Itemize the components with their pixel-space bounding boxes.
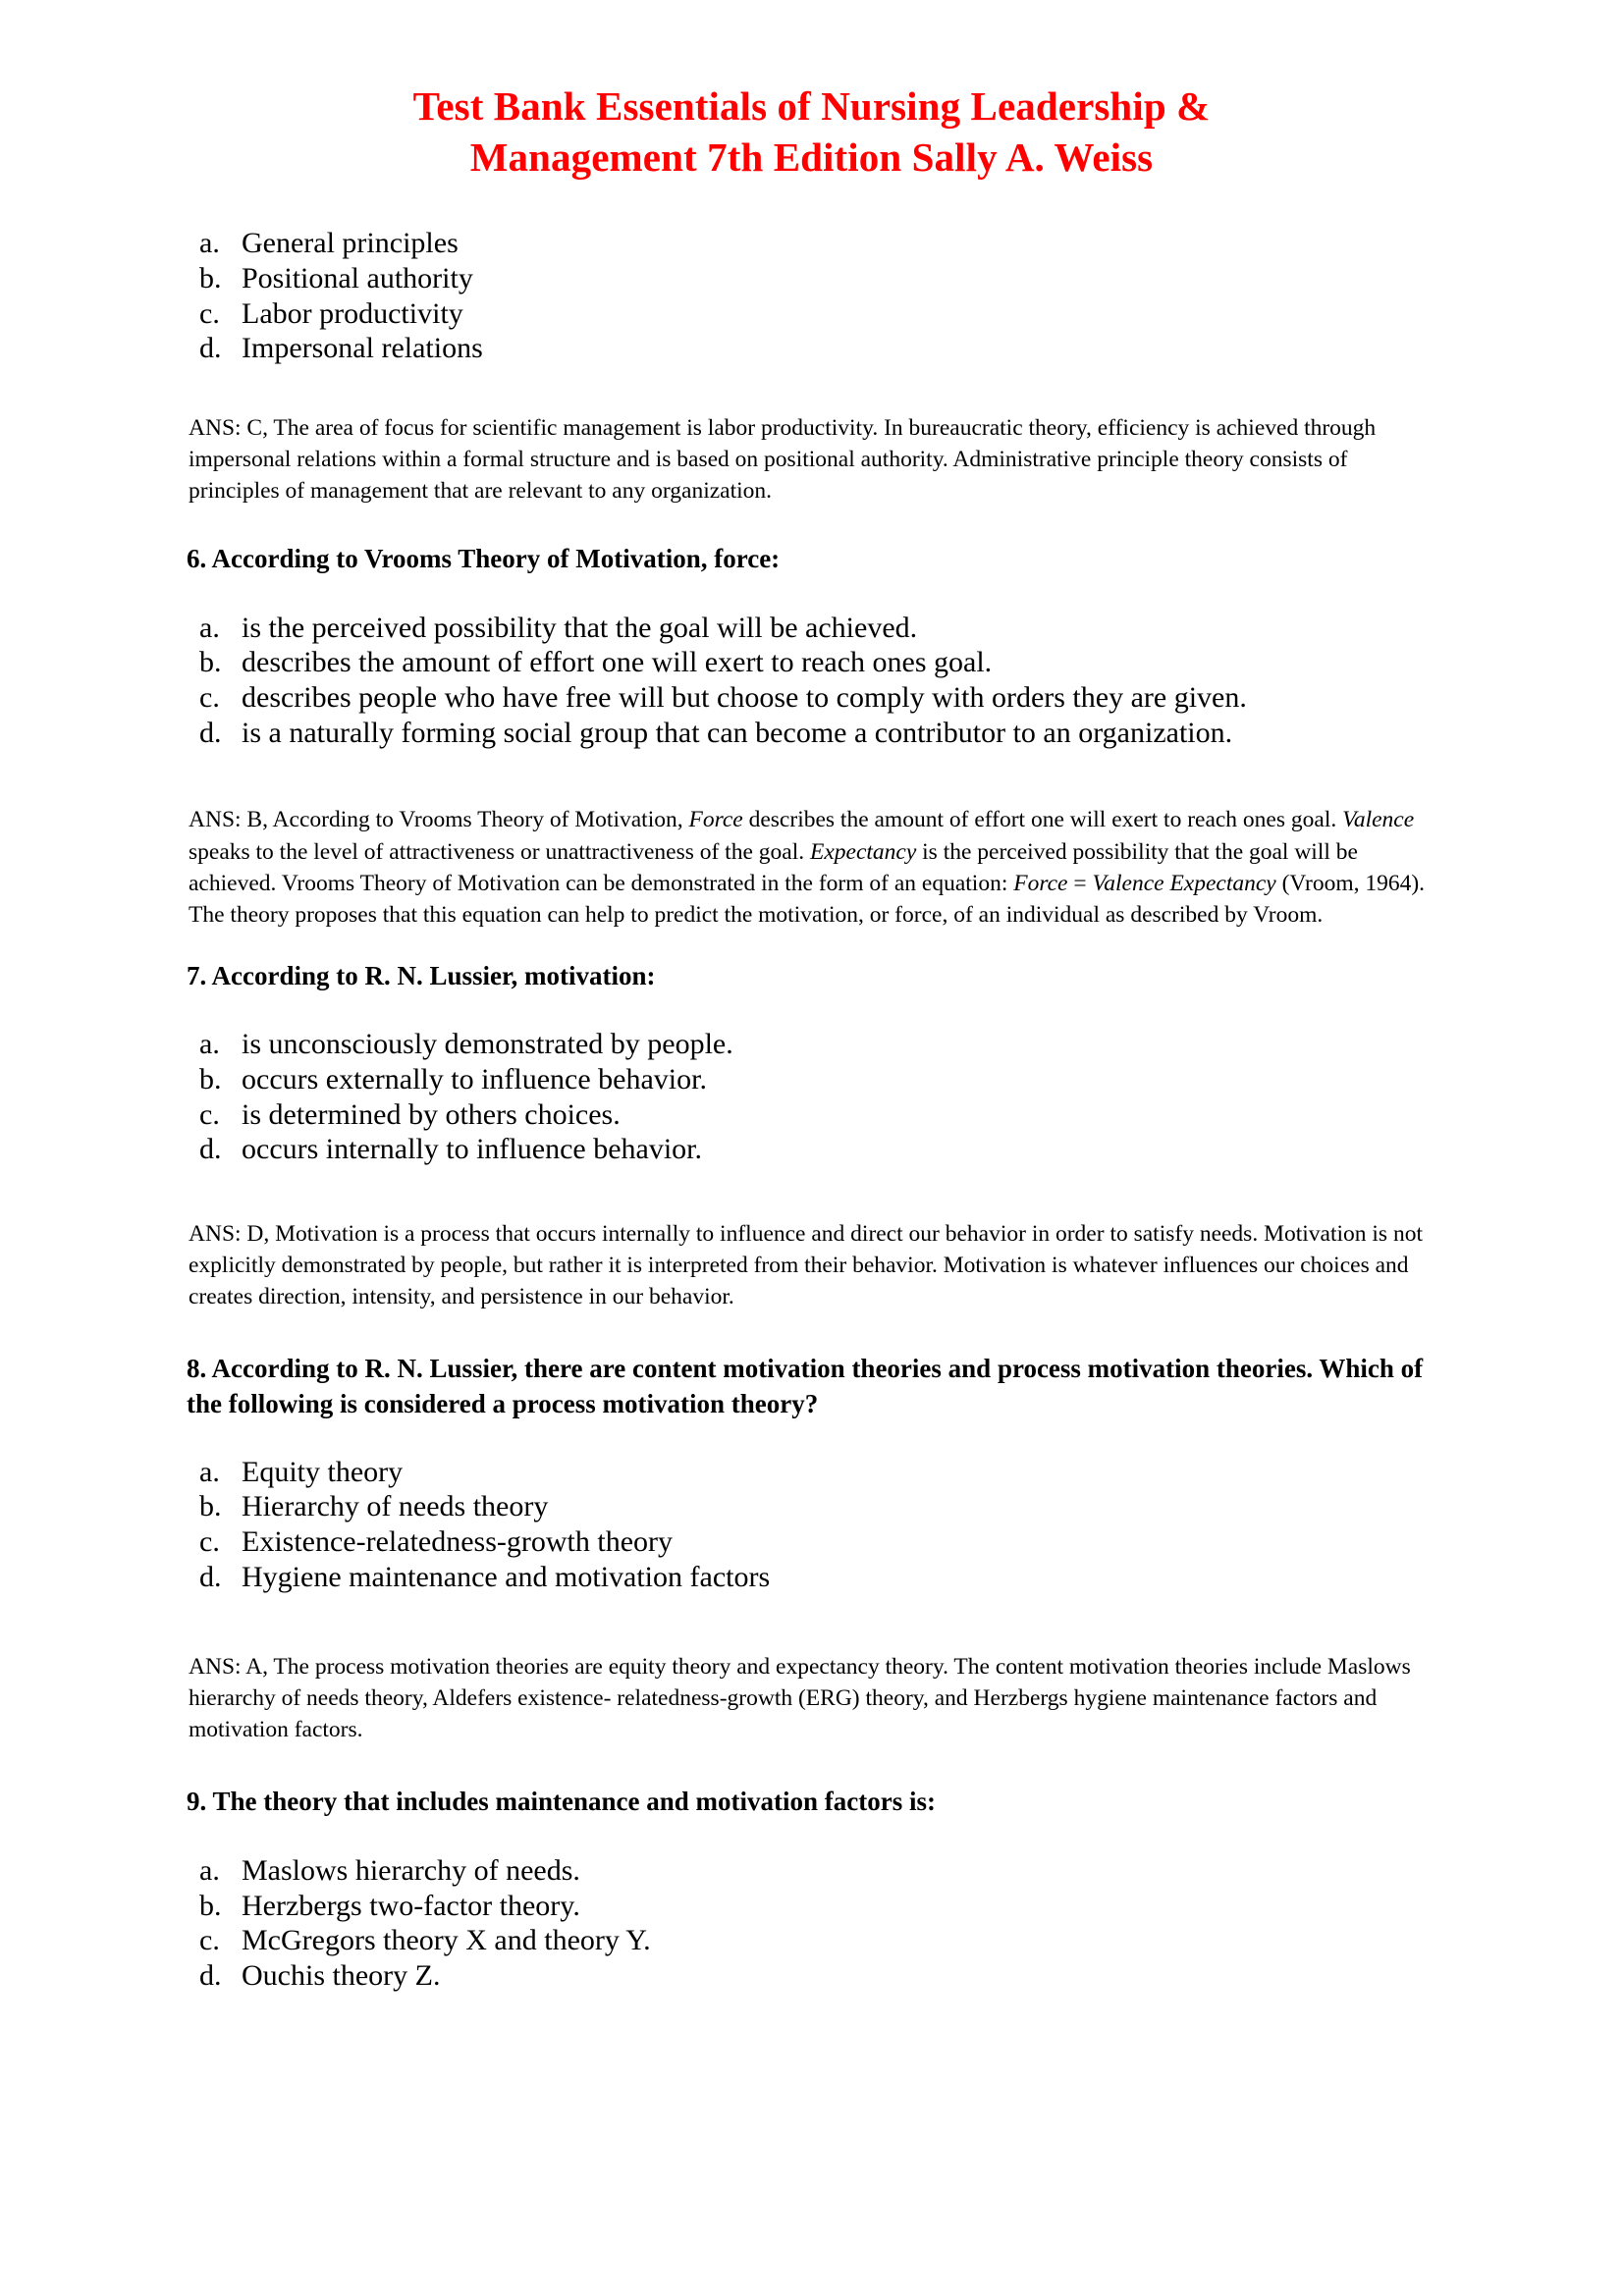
list-item[interactable]	[194, 1889, 1505, 1924]
page-title-line-1: Test Bank Essentials of Nursing Leadership &	[412, 83, 1211, 129]
list-item[interactable]	[194, 296, 1505, 332]
list-item[interactable]	[194, 1455, 1505, 1490]
answer-text-segment: is the perceived possibility that the goal will be achieved. Vrooms Theory of Motivation can be demonstrated in the form of an equation:	[189, 838, 1358, 896]
option-list	[194, 1455, 1505, 1595]
spacer	[0, 931, 1623, 959]
list-item[interactable]	[194, 1524, 1505, 1560]
option-text: describes the amount of effort one will exert to reach ones goal.	[242, 646, 993, 679]
list-item[interactable]	[194, 680, 1505, 716]
answer-text-segment: describes the amount of effort one will exert to reach ones goal.	[742, 807, 1343, 833]
list-item[interactable]	[194, 1958, 1505, 1994]
option-list	[194, 226, 1505, 366]
list-item[interactable]	[194, 716, 1505, 751]
answer-text-segment: (Vroom, 1964). The theory proposes that this equation can help to predict the motivation, or force, of an individual as described by Vroom.	[189, 870, 1426, 928]
list-item[interactable]	[194, 1062, 1505, 1097]
spacer	[0, 1167, 1623, 1218]
spacer	[0, 1594, 1623, 1651]
option-marker: c.	[199, 681, 220, 715]
option-text: McGregors theory X and theory Y.	[242, 1924, 651, 1957]
option-marker: b.	[199, 1889, 222, 1922]
option-marker: b.	[199, 646, 222, 679]
option-marker: d.	[199, 1133, 222, 1166]
option-marker: b.	[199, 261, 222, 294]
option-text: Labor productivity	[242, 296, 463, 330]
option-text: Positional authority	[242, 261, 473, 294]
q6-options-block	[0, 611, 1623, 751]
spacer	[0, 577, 1623, 611]
spacer	[0, 1745, 1623, 1785]
list-item[interactable]	[194, 331, 1505, 366]
option-text: Hierarchy of needs theory	[242, 1490, 549, 1523]
option-list	[194, 1027, 1505, 1167]
option-text: Herzbergs two-factor theory.	[242, 1889, 580, 1922]
spacer	[0, 366, 1623, 412]
answer-rationale-q6	[0, 804, 1623, 930]
option-marker: c.	[199, 1097, 220, 1131]
option-text: Impersonal relations	[242, 332, 483, 365]
q9-options-block	[0, 1853, 1623, 1994]
option-marker: d.	[199, 716, 222, 749]
list-item[interactable]	[194, 645, 1505, 680]
question-stem-7: 7. According to R. N. Lussier, motivation:	[187, 960, 656, 990]
answer-rationale-q8: ANS: A, The process motivation theories are equity theory and expectancy theory. The content motivation theories include Maslows hierarchy of needs theory, Aldefers existence- relatedness-growth (ERG) theory, and Herzbergs hygiene maintenance factors and motivation factors.	[189, 1654, 1411, 1743]
answer-emphasis: Force	[1013, 870, 1068, 896]
q8-options-block	[0, 1455, 1623, 1595]
spacer	[0, 993, 1623, 1027]
option-text: Existence-relatedness-growth theory	[242, 1524, 673, 1558]
answer-rationale-q7: ANS: D, Motivation is a process that occurs internally to influence and direct our behavior in order to satisfy needs. Motivation is not explicitly demonstrated by people, but rather it is interpreted from their behavior. Motivation is whatever influences our choices and creates direction, intensity, and persistence in our behavior.	[189, 1221, 1423, 1310]
answer-text-segment: ANS: B, According to Vrooms Theory of Motivation,	[189, 807, 689, 833]
option-text: is determined by others choices.	[242, 1097, 621, 1131]
question-stem-6: 6. According to Vrooms Theory of Motivation, force:	[187, 544, 781, 574]
list-item[interactable]	[194, 1132, 1505, 1167]
page-title	[0, 0, 1623, 183]
option-text: General principles	[242, 227, 459, 260]
question-stem-9: 9. The theory that includes maintenance and motivation factors is:	[187, 1787, 936, 1817]
option-marker: d.	[199, 1560, 222, 1593]
spacer	[0, 183, 1623, 226]
answer-rationale-q5: ANS: C, The area of focus for scientific management is labor productivity. In bureaucratic theory, efficiency is achieved through impersonal relations within a formal structure and is based on positional authority. Administrative principle theory consists of principles of management that are relevant to any organization.	[189, 414, 1377, 504]
list-item[interactable]	[194, 261, 1505, 296]
list-item[interactable]	[194, 611, 1505, 646]
option-text: occurs externally to influence behavior.	[242, 1063, 707, 1095]
answer-emphasis: Valence Expectancy	[1092, 870, 1276, 896]
option-marker: a.	[199, 1028, 220, 1061]
spacer	[0, 750, 1623, 804]
option-marker: d.	[199, 332, 222, 365]
option-text: is unconsciously demonstrated by people.	[242, 1028, 733, 1061]
option-text: is a naturally forming social group that can become a contributor to an organization.	[242, 716, 1233, 749]
spacer	[0, 1312, 1623, 1352]
option-text: is the perceived possibility that the goal will be achieved.	[242, 611, 918, 644]
option-list	[194, 1853, 1505, 1994]
spacer	[0, 1820, 1623, 1853]
spacer	[0, 1422, 1623, 1455]
option-text: describes people who have free will but choose to comply with orders they are given.	[242, 681, 1247, 715]
answer-emphasis: Force	[688, 807, 743, 833]
option-marker: c.	[199, 1924, 220, 1957]
answer-emphasis: Expectancy	[809, 838, 917, 865]
option-marker: a.	[199, 1854, 220, 1888]
q5-options-block	[0, 226, 1623, 366]
option-marker: a.	[199, 227, 220, 260]
option-text: Ouchis theory Z.	[242, 1959, 441, 1993]
option-text: Maslows hierarchy of needs.	[242, 1854, 580, 1888]
list-item[interactable]	[194, 1853, 1505, 1889]
option-text: Hygiene maintenance and motivation factors	[242, 1560, 771, 1593]
option-list	[194, 611, 1505, 751]
question-stem-8: 8. According to R. N. Lussier, there are content motivation theories and process motivation theories. Which of the following is considered a process motivation theory?	[187, 1354, 1424, 1418]
list-item[interactable]	[194, 1489, 1505, 1524]
option-marker: c.	[199, 1524, 220, 1558]
page-title-line-2: Management 7th Edition Sally A. Weiss	[469, 134, 1154, 181]
list-item[interactable]	[194, 1097, 1505, 1133]
answer-text-segment: speaks to the level of attractiveness or unattractiveness of the goal.	[189, 838, 810, 865]
option-marker: d.	[199, 1959, 222, 1993]
option-marker: a.	[199, 1455, 220, 1488]
list-item[interactable]	[194, 226, 1505, 261]
option-marker: a.	[199, 611, 220, 644]
list-item[interactable]	[194, 1027, 1505, 1062]
q7-options-block	[0, 1027, 1623, 1167]
list-item[interactable]	[194, 1923, 1505, 1958]
option-marker: b.	[199, 1063, 222, 1095]
answer-emphasis: Valence	[1342, 807, 1415, 833]
option-text: Equity theory	[242, 1455, 404, 1488]
spacer	[0, 507, 1623, 542]
option-text: occurs internally to influence behavior.	[242, 1133, 702, 1166]
option-marker: c.	[199, 296, 220, 330]
option-marker: b.	[199, 1490, 222, 1523]
answer-text-segment: =	[1067, 870, 1093, 896]
list-item[interactable]	[194, 1560, 1505, 1595]
